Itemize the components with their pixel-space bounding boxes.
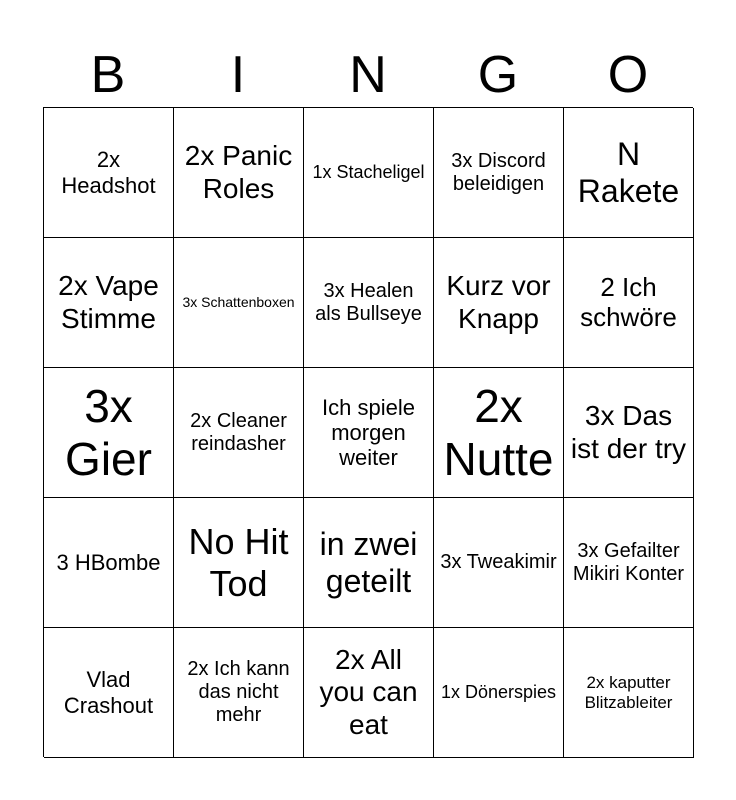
bingo-cell[interactable]: 2x Ich kann das nicht mehr: [174, 628, 304, 758]
bingo-cell[interactable]: Kurz vor Knapp: [434, 238, 564, 368]
bingo-cell[interactable]: 3x Schattenboxen: [174, 238, 304, 368]
bingo-cell[interactable]: in zwei geteilt: [304, 498, 434, 628]
bingo-cell[interactable]: 2x Panic Roles: [174, 108, 304, 238]
bingo-cell[interactable]: 2x Nutte: [434, 368, 564, 498]
bingo-cell[interactable]: 3 HBombe: [44, 498, 174, 628]
header-letter-i: I: [230, 46, 246, 104]
bingo-cell[interactable]: 1x Dönerspies: [434, 628, 564, 758]
header-letter-o: O: [607, 46, 649, 104]
bingo-cell[interactable]: 3x Discord beleidigen: [434, 108, 564, 238]
bingo-cell[interactable]: 2x Headshot: [44, 108, 174, 238]
bingo-card-grid: [43, 107, 693, 757]
bingo-cell[interactable]: 3x Healen als Bullseye: [304, 238, 434, 368]
bingo-cell[interactable]: No Hit Tod: [174, 498, 304, 628]
header-letter-n: N: [349, 46, 387, 104]
bingo-cell[interactable]: Ich spiele morgen weiter: [304, 368, 434, 498]
bingo-cell[interactable]: 3x Gefailter Mikiri Konter: [564, 498, 694, 628]
bingo-cell[interactable]: 2x Vape Stimme: [44, 238, 174, 368]
bingo-cell[interactable]: 3x Das ist der try: [564, 368, 694, 498]
header-letter-g: G: [477, 46, 519, 104]
bingo-cell[interactable]: 2x Cleaner reindasher: [174, 368, 304, 498]
bingo-cell[interactable]: Vlad Crashout: [44, 628, 174, 758]
bingo-cell[interactable]: 3x Gier: [44, 368, 174, 498]
bingo-cell[interactable]: 2x All you can eat: [304, 628, 434, 758]
bingo-header: [43, 42, 693, 108]
bingo-cell[interactable]: N Rakete: [564, 108, 694, 238]
bingo-cell[interactable]: 2x kaputter Blitzableiter: [564, 628, 694, 758]
bingo-cell[interactable]: 3x Tweakimir: [434, 498, 564, 628]
bingo-cell[interactable]: 1x Stacheligel: [304, 108, 434, 238]
bingo-cell[interactable]: 2 Ich schwöre: [564, 238, 694, 368]
header-letter-b: B: [90, 46, 126, 104]
